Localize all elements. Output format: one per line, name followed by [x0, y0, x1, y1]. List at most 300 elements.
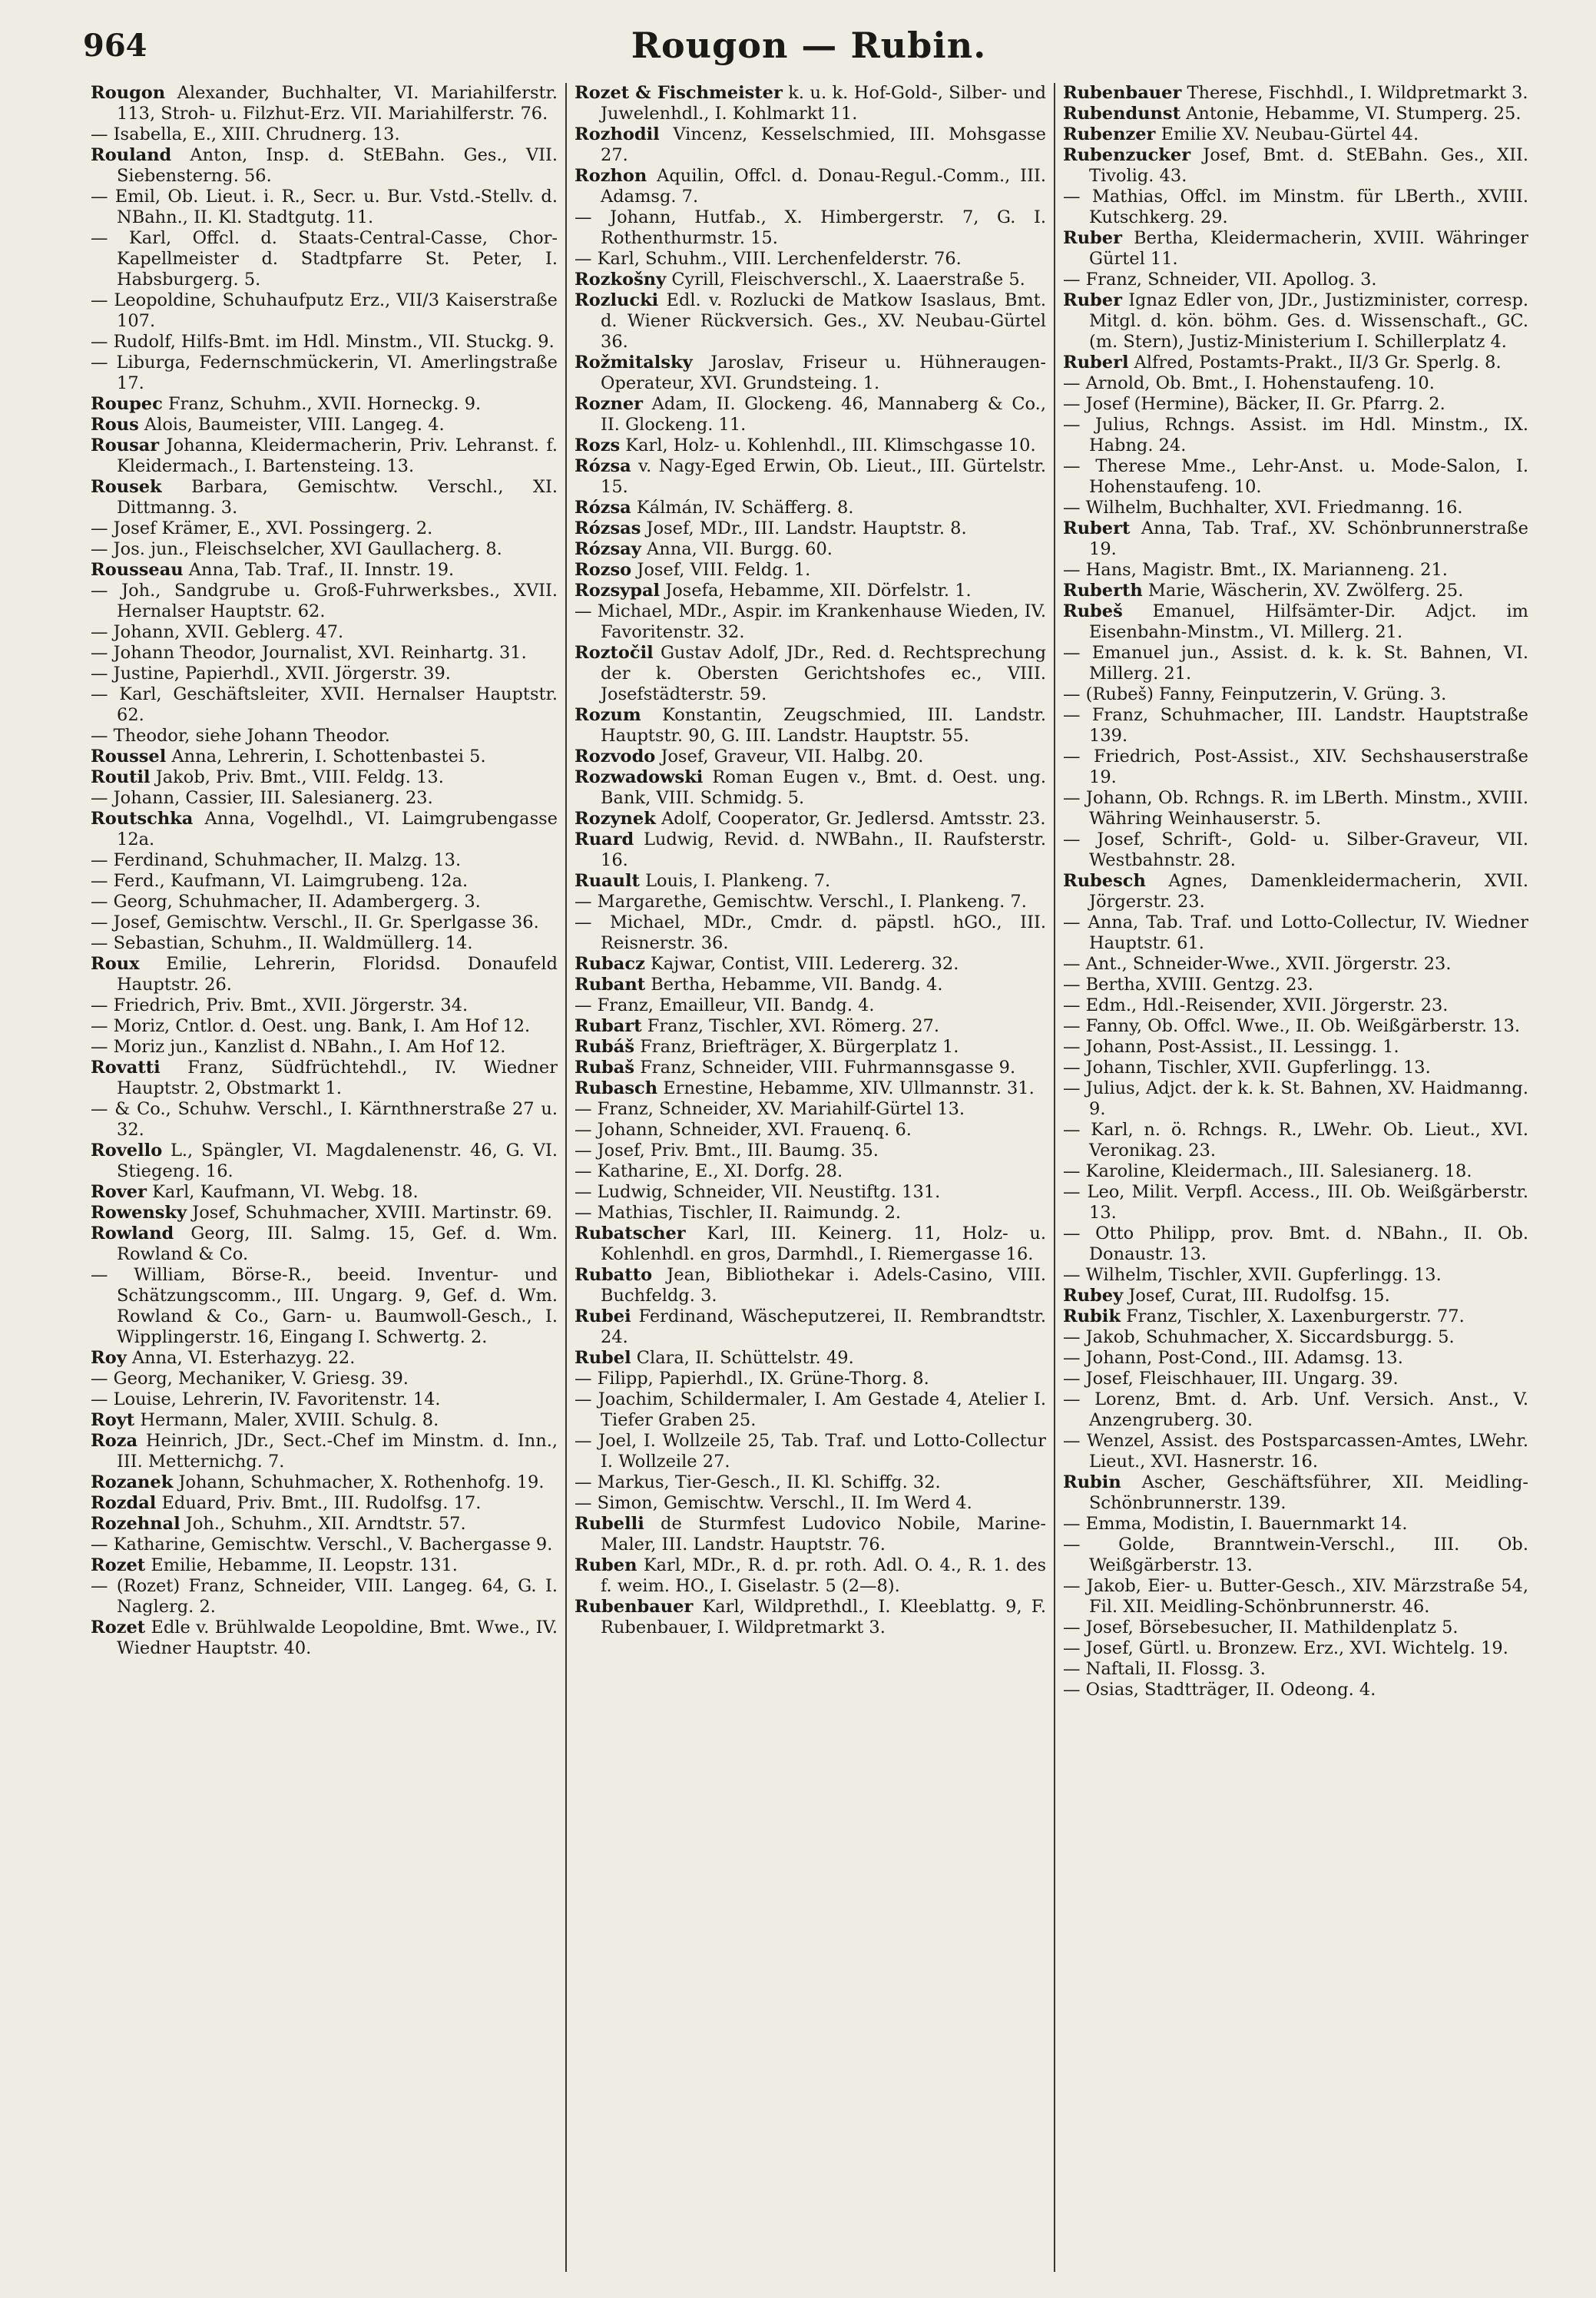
directory-entry	[574, 1306, 1046, 1348]
entry-details: Cyrill, Fleischverschl., X. Laaerstraße 5.	[666, 270, 1025, 290]
directory-entry	[91, 1389, 558, 1410]
entry-details: — Georg, Mechaniker, V. Griesg. 39.	[91, 1369, 409, 1389]
entry-details: — Josef, Priv. Bmt., III. Baumg. 35.	[574, 1141, 879, 1161]
entry-surname: Ruben	[574, 1555, 637, 1575]
directory-entry	[1063, 1224, 1528, 1265]
directory-entry	[574, 456, 1046, 498]
entry-details: — Katharine, Gemischtw. Verschl., V. Bachergasse 9.	[91, 1535, 553, 1555]
entry-details: — Johann, Tischler, XVII. Gupferlingg. 13.	[1063, 1058, 1431, 1078]
entry-details: Franz, Schuhm., XVII. Horneckg. 9.	[162, 394, 482, 414]
entry-details: — Josef, Börsebesucher, II. Mathildenplatz 5.	[1063, 1618, 1459, 1637]
entry-details: — Hans, Magistr. Bmt., IX. Marianneng. 21.	[1063, 560, 1448, 580]
entry-surname: Rubert	[1063, 518, 1131, 538]
entry-surname: Rubatscher	[574, 1224, 686, 1243]
entry-details: — Joachim, Schildermaler, I. Am Gestade 4, Atelier I. Tiefer Graben 25.	[574, 1389, 1046, 1430]
entry-surname: Rozanek	[91, 1472, 174, 1492]
directory-entry	[1063, 1369, 1528, 1389]
entry-details: Josef, Graveur, VII. Halbg. 20.	[655, 747, 924, 767]
entry-details: Emilie, Hebamme, II. Leopstr. 131.	[145, 1555, 458, 1575]
entry-details: Clara, II. Schüttelstr. 49.	[631, 1348, 854, 1368]
entry-details: v. Nagy-Eged Erwin, Ob. Lieut., III. Gürtelstr. 15.	[601, 456, 1046, 497]
directory-entry	[91, 747, 558, 767]
directory-entry	[1063, 1182, 1528, 1224]
directory-entry	[574, 394, 1046, 435]
entry-surname: Royt	[91, 1410, 135, 1430]
entry-details: Karl, Kaufmann, VI. Webg. 18.	[146, 1182, 419, 1202]
entry-surname: Routil	[91, 767, 151, 787]
directory-entry	[1063, 829, 1528, 871]
entry-details: — Filipp, Papierhdl., IX. Grüne-Thorg. 8.	[574, 1369, 929, 1389]
entry-surname: Rougon	[91, 83, 166, 103]
entry-details: Ludwig, Revid. d. NWBahn., II. Raufsterstr. 16.	[601, 829, 1046, 870]
directory-entry	[574, 83, 1046, 124]
entry-details: — Simon, Gemischtw. Verschl., II. Im Werd 4.	[574, 1493, 972, 1513]
directory-entry	[574, 1472, 1046, 1493]
directory-entry	[1063, 975, 1528, 995]
entry-details: — Ludwig, Schneider, VII. Neustiftg. 131.	[574, 1182, 941, 1202]
entry-details: Bertha, Hebamme, VII. Bandg. 4.	[645, 975, 943, 995]
entry-details: — Josef, Gürtl. u. Bronzew. Erz., XVI. Wichtelg. 19.	[1063, 1638, 1508, 1658]
directory-entry	[91, 1099, 558, 1141]
directory-entry	[91, 124, 558, 145]
entry-details: — Julius, Rchngs. Assist. im Hdl. Minstm., IX. Habng. 24.	[1063, 415, 1528, 455]
entry-details: — Liburga, Federnschmückerin, VI. Amerlingstraße 17.	[91, 353, 558, 393]
entry-details: Karl, III. Keinerg. 11, Holz- u. Kohlenhdl. en gros, Darmhdl., I. Riemergasse 16.	[601, 1224, 1046, 1264]
entry-details: — Naftali, II. Flossg. 3.	[1063, 1659, 1266, 1679]
directory-entry	[574, 1120, 1046, 1141]
directory-entry	[91, 809, 558, 850]
directory-entry	[1063, 871, 1528, 912]
entry-details: Ferdinand, Wäscheputzerei, II. Rembrandtstr. 24.	[601, 1306, 1046, 1347]
directory-entry	[1063, 1078, 1528, 1120]
entry-surname: Rožmitalsky	[574, 353, 693, 373]
entry-details: Alois, Baumeister, VIII. Langeg. 4.	[138, 415, 445, 435]
directory-entry	[574, 581, 1046, 601]
entry-surname: Rozner	[574, 394, 644, 414]
entry-details: — Johann, Post-Cond., III. Adamsg. 13.	[1063, 1348, 1403, 1368]
directory-entry	[574, 518, 1046, 539]
entry-details: Anna, Lehrerin, I. Schottenbastei 5.	[166, 747, 486, 767]
directory-entry	[91, 290, 558, 332]
entry-details: — Wenzel, Assist. des Postsparcassen-Amtes, LWehr. Lieut., XVI. Hasnerstr. 16.	[1063, 1431, 1528, 1472]
entry-details: — & Co., Schuhw. Verschl., I. Kärnthnerstraße 27 u. 32.	[91, 1099, 558, 1140]
directory-entry	[574, 1431, 1046, 1472]
entry-details: — Franz, Schuhmacher, III. Landstr. Hauptstraße 139.	[1063, 705, 1528, 746]
entry-details: — Johann, Hutfab., X. Himbergerstr. 7, G. I. Rothenthurmstr. 15.	[574, 207, 1046, 248]
directory-entry	[574, 1182, 1046, 1203]
entry-details: Franz, Schneider, VIII. Fuhrmannsgasse 9.	[634, 1058, 1016, 1078]
directory-entry	[1063, 1638, 1528, 1659]
entry-surname: Rousseau	[91, 560, 184, 580]
entry-details: Anton, Insp. d. StEBahn. Ges., VII. Siebensterng. 56.	[117, 145, 558, 186]
directory-entry	[574, 1016, 1046, 1037]
entry-details: Josef, MDr., III. Landstr. Hauptstr. 8.	[641, 518, 967, 538]
directory-entry	[91, 1224, 558, 1265]
entry-details: — Jos. jun., Fleischselcher, XVI Gaullacherg. 8.	[91, 539, 502, 559]
directory-entry	[91, 1369, 558, 1389]
entry-details: Hermann, Maler, XVIII. Schulg. 8.	[134, 1410, 439, 1430]
directory-entry	[574, 1555, 1046, 1597]
entry-details: — Leo, Milit. Verpfl. Access., III. Ob. Weißgärberstr. 13.	[1063, 1182, 1528, 1223]
directory-entry	[91, 1410, 558, 1431]
entry-details: — Emanuel jun., Assist. d. k. k. St. Bahnen, VI. Millerg. 21.	[1063, 643, 1528, 684]
entry-details: — (Rozet) Franz, Schneider, VIII. Langeg. 64, G. I. Naglerg. 2.	[91, 1576, 558, 1617]
entry-surname: Rozs	[574, 435, 621, 455]
directory-entry	[1063, 498, 1528, 518]
directory-entry	[1063, 954, 1528, 975]
directory-entry	[574, 1369, 1046, 1389]
entry-details: — Louise, Lehrerin, IV. Favoritenstr. 14.	[91, 1389, 441, 1409]
entry-details: Johann, Schuhmacher, X. Rothenhofg. 19.	[173, 1472, 545, 1492]
directory-entry	[1063, 643, 1528, 684]
entry-details: de Sturmfest Ludovico Nobile, Marine-Maler, III. Landstr. Hauptstr. 76.	[601, 1514, 1046, 1555]
entry-details: — Johann, Cassier, III. Salesianerg. 23.	[91, 788, 433, 808]
entry-details: — Lorenz, Bmt. d. Arb. Unf. Versich. Anst., V. Anzengruberg. 30.	[1063, 1389, 1528, 1430]
directory-entry	[1063, 1576, 1528, 1618]
directory-entry	[574, 975, 1046, 995]
directory-entry	[91, 415, 558, 435]
directory-entry	[574, 249, 1046, 270]
entry-surname: Rubik	[1063, 1306, 1121, 1326]
directory-columns	[83, 83, 1536, 2272]
entry-details: — Osias, Stadtträger, II. Odeong. 4.	[1063, 1680, 1376, 1700]
entry-details: Therese, Fischhdl., I. Wildpretmarkt 3.	[1181, 83, 1528, 103]
entry-details: — Therese Mme., Lehr-Anst. u. Mode-Salon, I. Hohenstaufeng. 10.	[1063, 456, 1528, 497]
entry-surname: Rubelli	[574, 1514, 644, 1534]
directory-entry	[574, 498, 1046, 518]
directory-entry	[91, 539, 558, 560]
entry-surname: Rozet	[91, 1618, 146, 1637]
entry-details: — Rudolf, Hilfs-Bmt. im Hdl. Minstm., VII. Stuckg. 9.	[91, 332, 555, 352]
entry-surname: Rubant	[574, 975, 646, 995]
directory-entry	[1063, 1016, 1528, 1037]
entry-details: Gustav Adolf, JDr., Red. d. Rechtsprechung der k. Obersten Gerichtshofes ec., VIII. Josefstädterstr. 59.	[601, 643, 1046, 704]
entry-details: Josef, Curat, III. Rudolfsg. 15.	[1123, 1286, 1390, 1306]
entry-details: — Golde, Branntwein-Verschl., III. Ob. Weißgärberstr. 13.	[1063, 1535, 1528, 1575]
directory-entry	[1063, 560, 1528, 581]
entry-details: Marie, Wäscherin, XV. Zwölferg. 25.	[1142, 581, 1464, 601]
entry-details: Kajwar, Contist, VIII. Ledererg. 32.	[644, 954, 959, 974]
entry-details: — Joel, I. Wollzeile 25, Tab. Traf. und Lotto-Collectur I. Wollzeile 27.	[574, 1431, 1046, 1472]
entry-surname: Rubei	[574, 1306, 631, 1326]
entry-details: — William, Börse-R., beeid. Inventur- und Schätzungscomm., III. Ungarg. 9, Gef. d. Wm. Rowland & Co., Garn- u. Baumwoll-Gesch., I. Wipplingerstr. 16, Eingang I. Schwertg. 2.	[91, 1265, 558, 1347]
entry-details: — Katharine, E., XI. Dorfg. 28.	[574, 1161, 843, 1181]
entry-details: — Mathias, Offcl. im Minstm. für LBerth., XVIII. Kutschkerg. 29.	[1063, 187, 1528, 227]
entry-details: — Franz, Emailleur, VII. Bandg. 4.	[574, 995, 875, 1015]
entry-surname: Rozso	[574, 560, 632, 580]
directory-entry	[91, 228, 558, 290]
directory-entry	[574, 1099, 1046, 1120]
directory-entry	[574, 1058, 1046, 1078]
directory-entry	[91, 1514, 558, 1535]
entry-details: Josef, VIII. Feldg. 1.	[631, 560, 811, 580]
directory-entry	[91, 933, 558, 954]
directory-entry	[1063, 228, 1528, 270]
entry-surname: Rubacz	[574, 954, 645, 974]
directory-entry	[91, 1576, 558, 1618]
directory-entry	[1063, 788, 1528, 829]
entry-details: Jaroslav, Friseur u. Hühneraugen-Operateur, XVI. Grundsteing. 1.	[601, 353, 1046, 393]
entry-details: k. u. k. Hof-Gold-, Silber- und Juwelenhdl., I. Kohlmarkt 11.	[601, 83, 1046, 124]
entry-details: Aquilin, Offcl. d. Donau-Regul.-Comm., III. Adamsg. 7.	[601, 166, 1046, 207]
directory-entry	[91, 1493, 558, 1514]
entry-details: — Bertha, XVIII. Gentzg. 23.	[1063, 975, 1313, 995]
entry-details: — Wilhelm, Tischler, XVII. Gupferlingg. 13.	[1063, 1265, 1442, 1285]
entry-surname: Rozet	[91, 1555, 146, 1575]
entry-details: — Michael, MDr., Aspir. im Krankenhause Wieden, IV. Favoritenstr. 32.	[574, 601, 1046, 642]
directory-entry	[1063, 684, 1528, 705]
directory-entry	[1063, 747, 1528, 788]
directory-entry	[574, 892, 1046, 912]
entry-surname: Roussel	[91, 747, 167, 767]
directory-entry	[91, 871, 558, 892]
entry-details: — Josef Krämer, E., XVI. Possingerg. 2.	[91, 518, 433, 538]
directory-entry	[91, 726, 558, 747]
directory-entry	[574, 1493, 1046, 1514]
entry-details: Anna, Vogelhdl., VI. Laimgrubengasse 12a.	[117, 809, 558, 849]
directory-entry	[91, 1472, 558, 1493]
entry-surname: Rous	[91, 415, 139, 435]
directory-entry	[574, 809, 1046, 829]
entry-details: Adolf, Cooperator, Gr. Jedlersd. Amtsstr. 23.	[655, 809, 1046, 829]
directory-entry	[574, 1141, 1046, 1161]
entry-details: — Joh., Sandgrube u. Groß-Fuhrwerksbes., XVII. Hernalser Hauptstr. 62.	[91, 581, 558, 621]
directory-entry	[1063, 1535, 1528, 1576]
directory-entry	[1063, 1431, 1528, 1472]
directory-entry	[91, 394, 558, 415]
entry-details: — Josef, Fleischhauer, III. Ungarg. 39.	[1063, 1369, 1399, 1389]
directory-entry	[1063, 415, 1528, 456]
entry-surname: Rozwadowski	[574, 767, 704, 787]
entry-details: — Jakob, Schuhmacher, X. Siccardsburgg. 5.	[1063, 1327, 1455, 1347]
entry-details: Karl, Wildprethdl., I. Kleeblattg. 9, F. Rubenbauer, I. Wildpretmarkt 3.	[601, 1597, 1046, 1637]
entry-surname: Rózsa	[574, 456, 631, 476]
directory-entry	[1063, 581, 1528, 601]
directory-entry	[1063, 187, 1528, 228]
directory-entry	[91, 581, 558, 622]
directory-entry	[91, 518, 558, 539]
entry-surname: Rovello	[91, 1141, 163, 1161]
directory-entry	[91, 1431, 558, 1472]
directory-entry	[574, 747, 1046, 767]
directory-entry	[91, 643, 558, 664]
directory-entry	[574, 871, 1046, 892]
directory-entry	[574, 912, 1046, 954]
directory-entry	[91, 435, 558, 477]
entry-surname: Rousek	[91, 477, 162, 497]
directory-entry	[91, 954, 558, 995]
directory-entry	[1063, 270, 1528, 290]
directory-entry	[1063, 1058, 1528, 1078]
directory-entry	[1063, 1120, 1528, 1161]
entry-details: — Friedrich, Priv. Bmt., XVII. Jörgerstr. 34.	[91, 995, 469, 1015]
entry-details: — Edm., Hdl.-Reisender, XVII. Jörgerstr. 23.	[1063, 995, 1449, 1015]
entry-details: Franz, Tischler, X. Laxenburgerstr. 77.	[1120, 1306, 1465, 1326]
entry-surname: Rubeš	[1063, 601, 1123, 621]
entry-surname: Rozlucki	[574, 290, 659, 310]
entry-details: Edl. v. Rozlucki de Matkow Isaslaus, Bmt. d. Wiener Rückversich. Ges., XV. Neubau-Gürtel 36.	[601, 290, 1046, 352]
directory-entry	[574, 954, 1046, 975]
directory-entry	[1063, 394, 1528, 415]
entry-surname: Rowland	[91, 1224, 174, 1243]
entry-surname: Rózsa	[574, 498, 631, 518]
entry-details: — (Rubeš) Fanny, Feinputzerin, V. Grüng. 3.	[1063, 684, 1447, 704]
entry-details: Emilie XV. Neubau-Gürtel 44.	[1155, 124, 1419, 144]
entry-details: — Johann, Schneider, XVI. Frauenq. 6.	[574, 1120, 912, 1140]
directory-entry	[574, 560, 1046, 581]
entry-surname: Rubel	[574, 1348, 631, 1368]
entry-details: Karl, Holz- u. Kohlenhdl., III. Klimschgasse 10.	[620, 435, 1036, 455]
directory-entry	[574, 1514, 1046, 1555]
directory-entry	[1063, 83, 1528, 104]
entry-details: Johanna, Kleidermacherin, Priv. Lehranst. f. Kleidermach., I. Bartensteing. 13.	[117, 435, 558, 476]
directory-entry	[1063, 145, 1528, 187]
entry-surname: Rózsay	[574, 539, 641, 559]
entry-surname: Ruber	[1063, 228, 1122, 248]
entry-details: — Georg, Schuhmacher, II. Adambergerg. 3.	[91, 892, 481, 912]
directory-entry	[574, 1348, 1046, 1369]
directory-entry	[91, 850, 558, 871]
entry-surname: Ruberl	[1063, 353, 1129, 373]
directory-entry	[574, 290, 1046, 353]
directory-entry	[91, 187, 558, 228]
entry-surname: Rozvodo	[574, 747, 656, 767]
entry-details: — Ferdinand, Schuhmacher, II. Malzg. 13.	[91, 850, 462, 870]
entry-details: — Justine, Papierhdl., XVII. Jörgerstr. 39.	[91, 664, 451, 684]
directory-entry	[574, 705, 1046, 747]
entry-surname: Roy	[91, 1348, 127, 1368]
entry-details: Joh., Schuhm., XII. Arndtstr. 57.	[180, 1514, 466, 1534]
entry-details: Franz, Tischler, XVI. Römerg. 27.	[641, 1016, 939, 1036]
entry-details: — Johann, XVII. Geblerg. 47.	[91, 622, 344, 642]
page-title: Rougon — Rubin.	[631, 25, 987, 66]
entry-surname: Rozsypal	[574, 581, 661, 601]
directory-entry	[91, 145, 558, 187]
entry-details: Jakob, Priv. Bmt., VIII. Feldg. 13.	[150, 767, 444, 787]
directory-entry	[574, 1224, 1046, 1265]
entry-surname: Rousar	[91, 435, 160, 455]
entry-details: — Margarethe, Gemischtw. Verschl., I. Plankeng. 7.	[574, 892, 1027, 912]
page-number: 964	[83, 28, 147, 64]
entry-details: — Wilhelm, Buchhalter, XVI. Friedmanng. 16.	[1063, 498, 1463, 518]
entry-surname: Roztočil	[574, 643, 654, 663]
entry-surname: Rubáš	[574, 1037, 635, 1057]
directory-entry	[1063, 290, 1528, 353]
entry-details: Eduard, Priv. Bmt., III. Rudolfsg. 17.	[156, 1493, 482, 1513]
entry-surname: Rubesch	[1063, 871, 1146, 891]
directory-entry	[91, 1203, 558, 1224]
entry-surname: Rover	[91, 1182, 147, 1202]
entry-details: Heinrich, JDr., Sect.-Chef im Minstm. d. Inn., III. Metternichg. 7.	[117, 1431, 558, 1472]
entry-details: Josefa, Hebamme, XII. Dörfelstr. 1.	[660, 581, 972, 601]
entry-surname: Rovatti	[91, 1058, 161, 1078]
entry-details: — Michael, MDr., Cmdr. d. päpstl. hGO., III. Reisnerstr. 36.	[574, 912, 1046, 953]
entry-details: — Markus, Tier-Gesch., II. Kl. Schiffg. 32.	[574, 1472, 941, 1492]
entry-details: Emilie, Lehrerin, Floridsd. Donaufeld Hauptstr. 26.	[117, 954, 558, 995]
entry-details: Ernestine, Hebamme, XIV. Ullmannstr. 31.	[657, 1078, 1035, 1098]
entry-details: Kálmán, IV. Schäfferg. 8.	[631, 498, 854, 518]
entry-details: — Mathias, Tischler, II. Raimundg. 2.	[574, 1203, 902, 1223]
entry-details: Ignaz Edler von, JDr., Justizminister, corresp. Mitgl. d. kön. böhm. Ges. d. Wissenschaft., GC. (m. Stern), Justiz-Ministerium I. Schillerplatz 4.	[1089, 290, 1528, 352]
entry-details: Josef, Schuhmacher, XVIII. Martinstr. 69.	[187, 1203, 552, 1223]
entry-details: Alfred, Postamts-Prakt., II/3 Gr. Sperlg. 8.	[1128, 353, 1502, 373]
directory-entry	[91, 912, 558, 933]
entry-details: — Jakob, Eier- u. Butter-Gesch., XIV. Märzstraße 54, Fil. XII. Meidling-Schönbrunnerstr. 46.	[1063, 1576, 1528, 1617]
entry-surname: Ruberth	[1063, 581, 1143, 601]
directory-entry	[574, 1037, 1046, 1058]
entry-surname: Ruber	[1063, 290, 1122, 310]
entry-surname: Rowensky	[91, 1203, 187, 1223]
directory-entry	[1063, 995, 1528, 1016]
entry-surname: Rubenbauer	[574, 1597, 694, 1617]
entry-details: — Emil, Ob. Lieut. i. R., Secr. u. Bur. Vstd.-Stellv. d. NBahn., II. Kl. Stadtgutg. 11.	[91, 187, 558, 227]
entry-details: Vincenz, Kesselschmied, III. Mohsgasse 27.	[601, 124, 1046, 165]
entry-surname: Rubenbauer	[1063, 83, 1182, 103]
entry-surname: Rubaš	[574, 1058, 635, 1078]
directory-entry	[91, 995, 558, 1016]
entry-details: Louis, I. Plankeng. 7.	[639, 871, 831, 891]
entry-surname: Rouland	[91, 145, 172, 165]
page-header	[83, 25, 1535, 80]
column-2	[565, 83, 1054, 2272]
directory-entry	[1063, 912, 1528, 954]
entry-surname: Ruault	[574, 871, 640, 891]
entry-surname: Rózsas	[574, 518, 641, 538]
directory-entry	[91, 1182, 558, 1203]
directory-entry	[574, 124, 1046, 166]
entry-details: Roman Eugen v., Bmt. d. Oest. ung. Bank, VIII. Schmidg. 5.	[601, 767, 1046, 808]
entry-details: — Karl, Offcl. d. Staats-Central-Casse, Chor-Kapellmeister d. Stadtpfarre St. Peter, I. Habsburgerg. 5.	[91, 228, 558, 290]
entry-surname: Rubenzucker	[1063, 145, 1191, 165]
entry-surname: Rozum	[574, 705, 641, 725]
directory-entry	[574, 207, 1046, 249]
entry-details: — Franz, Schneider, XV. Mariahilf-Gürtel 13.	[574, 1099, 965, 1119]
directory-entry	[91, 892, 558, 912]
entry-details: — Karl, Schuhm., VIII. Lerchenfelderstr. 76.	[574, 249, 962, 269]
directory-entry	[1063, 373, 1528, 394]
entry-surname: Routschka	[91, 809, 194, 829]
entry-details: — Isabella, E., XIII. Chrudnerg. 13.	[91, 124, 400, 144]
entry-details: Josef, Bmt. d. StEBahn. Ges., XII. Tivolig. 43.	[1089, 145, 1528, 186]
entry-details: L., Spängler, VI. Magdalenenstr. 46, G. VI. Stiegeng. 16.	[117, 1141, 558, 1181]
directory-entry	[1063, 104, 1528, 124]
directory-entry	[574, 435, 1046, 456]
directory-entry	[1063, 353, 1528, 373]
entry-surname: Rozynek	[574, 809, 656, 829]
directory-entry	[574, 539, 1046, 560]
entry-details: Franz, Südfrüchtehdl., IV. Wiedner Hauptstr. 2, Obstmarkt 1.	[117, 1058, 558, 1098]
entry-surname: Rubey	[1063, 1286, 1124, 1306]
entry-details: — Fanny, Ob. Offcl. Wwe., II. Ob. Weißgärberstr. 13.	[1063, 1016, 1521, 1036]
directory-entry	[1063, 1472, 1528, 1514]
directory-entry	[91, 353, 558, 394]
entry-details: — Karoline, Kleidermach., III. Salesianerg. 18.	[1063, 1161, 1472, 1181]
entry-surname: Rozehnal	[91, 1514, 180, 1534]
directory-entry	[1063, 1306, 1528, 1327]
directory-entry	[91, 1141, 558, 1182]
entry-details: — Josef, Gemischtw. Verschl., II. Gr. Sperlgasse 36.	[91, 912, 539, 932]
directory-entry	[574, 601, 1046, 643]
entry-details: — Ferd., Kaufmann, VI. Laimgrubeng. 12a.	[91, 871, 469, 891]
directory-entry	[574, 1078, 1046, 1099]
entry-details: Jean, Bibliothekar i. Adels-Casino, VIII. Buchfeldg. 3.	[601, 1265, 1046, 1306]
directory-entry	[91, 788, 558, 809]
directory-entry	[574, 1161, 1046, 1182]
directory-entry	[574, 829, 1046, 871]
entry-surname: Ruard	[574, 829, 634, 849]
entry-surname: Rozhon	[574, 166, 647, 186]
entry-details: — Karl, Geschäftsleiter, XVII. Hernalser Hauptstr. 62.	[91, 684, 558, 725]
